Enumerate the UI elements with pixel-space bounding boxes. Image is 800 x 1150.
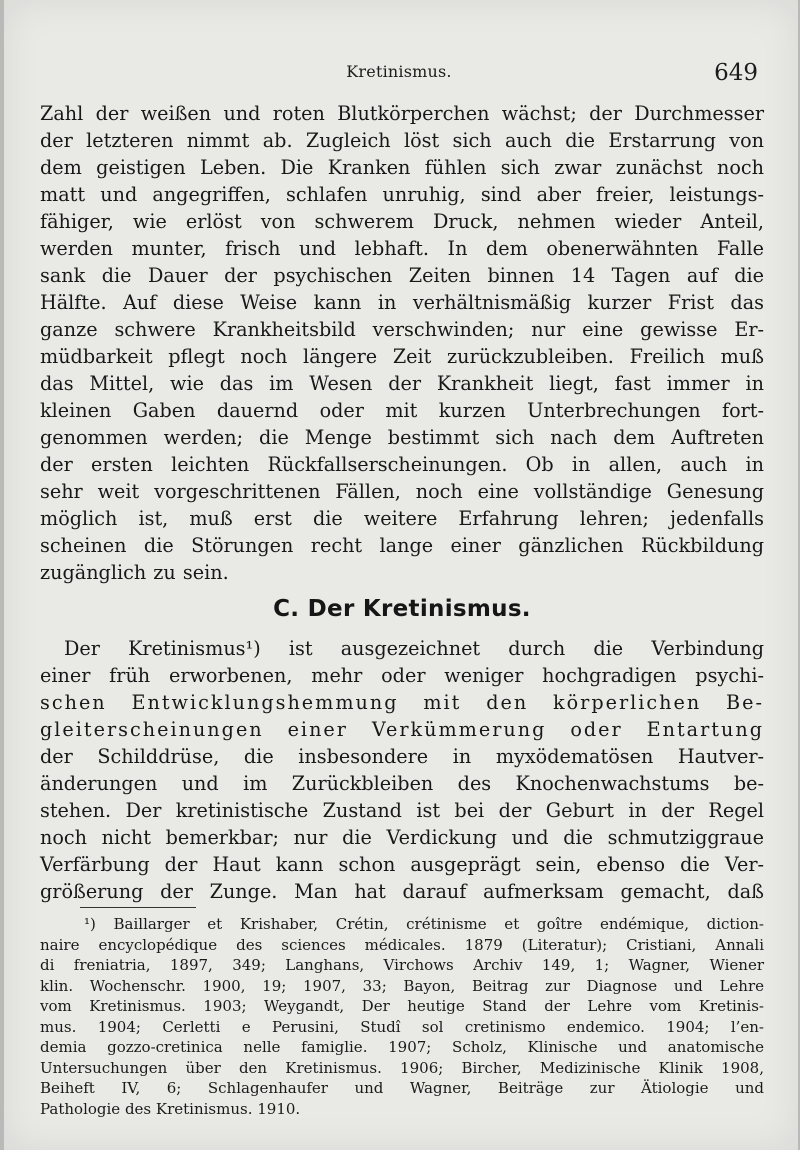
text-line: Zahl der weißen und roten Blutkörperchen wächst; der Durchmesser [40,102,764,125]
footnote-line: naire encyclopédique des sciences médicales. 1879 (Literatur); Cristiani, Annali [40,935,764,954]
text-line: werden munter, frisch und lebhaft. In dem obenerwähnten Falle [40,237,764,260]
text-line: noch nicht bemerkbar; nur die Verdickung und die schmutziggraue [40,826,764,849]
footnote-line: Untersuchungen über den Kretinismus. 1906; Bircher, Medizinische Klinik 1908, [40,1058,764,1077]
text-line: größerung der Zunge. Man hat darauf aufmerksam gemacht, daß [40,880,764,903]
text-line: der Schilddrüse, die insbesondere in myxödematösen Hautver- [40,745,764,768]
text-line: Hälfte. Auf diese Weise kann in verhältnismäßig kurzer Frist das [40,291,764,314]
footnote-line: Pathologie des Kretinismus. 1910. [40,1099,301,1118]
text-line: der ersten leichten Rückfallserscheinungen. Ob in allen, auch in [40,453,764,476]
text-line: das Mittel, wie das im Wesen der Krankheit liegt, fast immer in [40,372,764,395]
text-line: Der Kretinismus¹) ist ausgezeichnet durch die Verbindung [64,637,764,660]
footnote-line: demia gozzo-cretinica nelle famiglie. 1907; Scholz, Klinische und anatomische [40,1038,764,1056]
text-line: kleinen Gaben dauernd oder mit kurzen Unterbrechungen fort- [40,399,764,422]
page-number: 649 [714,60,758,86]
footnotes [40,914,764,1119]
text-line: der letzteren nimmt ab. Zugleich löst sich auch die Erstarrung von [40,129,764,152]
footnote-line: ¹) Baillarger et Krishaber, Crétin, crétinisme et goître endémique, diction- [84,915,764,933]
text-line: ganze schwere Krankheitsbild verschwinden; nur eine gewisse Er- [40,318,764,341]
text-line: möglich ist, muß erst die weitere Erfahrung lehren; jedenfalls [40,507,764,530]
text-line: sehr weit vorgeschrittenen Fällen, noch eine vollständige Genesung [40,480,764,503]
text-line: dem geistigen Leben. Die Kranken fühlen sich zwar zunächst noch [40,156,764,179]
footnote-line: mus. 1904; Cerletti e Perusini, Studî sol cretinismo endemico. 1904; l’en- [40,1017,764,1036]
running-title: Kretinismus. [346,62,452,81]
page-header [40,60,758,88]
text-line: genommen werden; die Menge bestimmt sich nach dem Auftreten [40,426,764,449]
footnote-line: Beiheft IV, 6; Schlagenhaufer und Wagner, Beiträge zur Ätiologie und [40,1079,764,1097]
paragraph-kretinismus [40,636,764,906]
footnote-line: klin. Wochenschr. 1900, 19; 1907, 33; Bayon, Beitrag zur Diagnose und Lehre [40,976,764,995]
text-line: scheinen die Störungen recht lange einer gänzlichen Rückbildung [40,534,764,557]
footnote-divider [80,907,196,908]
text-line: zugänglich zu sein. [40,561,229,584]
section-heading: C. Der Kretinismus. [273,596,531,622]
paragraph-continued [40,100,764,586]
text-line: fähiger, wie erlöst von schwerem Druck, nehmen wieder Anteil, [40,210,764,233]
text-line: sank die Dauer der psychischen Zeiten binnen 14 Tagen auf die [40,264,764,287]
footnote-line: vom Kretinismus. 1903; Weygandt, Der heutige Stand der Lehre vom Kretinis- [40,997,764,1015]
footnote-line: di freniatria, 1897, 349; Langhans, Virchows Archiv 149, 1; Wagner, Wiener [40,956,764,974]
text-line: müdbarkeit pflegt noch längere Zeit zurückzubleiben. Freilich muß [40,345,764,368]
book-page [4,0,798,1150]
text-line: stehen. Der kretinistische Zustand ist bei der Geburt in der Regel [40,799,764,822]
text-line: einer früh erworbenen, mehr oder weniger hochgradigen psychi- [40,664,764,687]
text-line: Verfärbung der Haut kann schon ausgeprägt sein, ebenso die Ver- [40,853,764,876]
text-line: schen Entwicklungshemmung mit den körperlichen Be- [40,691,764,714]
text-line: änderungen und im Zurückbleiben des Knochenwachstums be- [40,772,764,795]
text-line: gleiterscheinungen einer Verkümmerung oder Entartung [40,718,764,741]
text-line: matt und angegriffen, schlafen unruhig, sind aber freier, leistungs- [40,183,764,206]
